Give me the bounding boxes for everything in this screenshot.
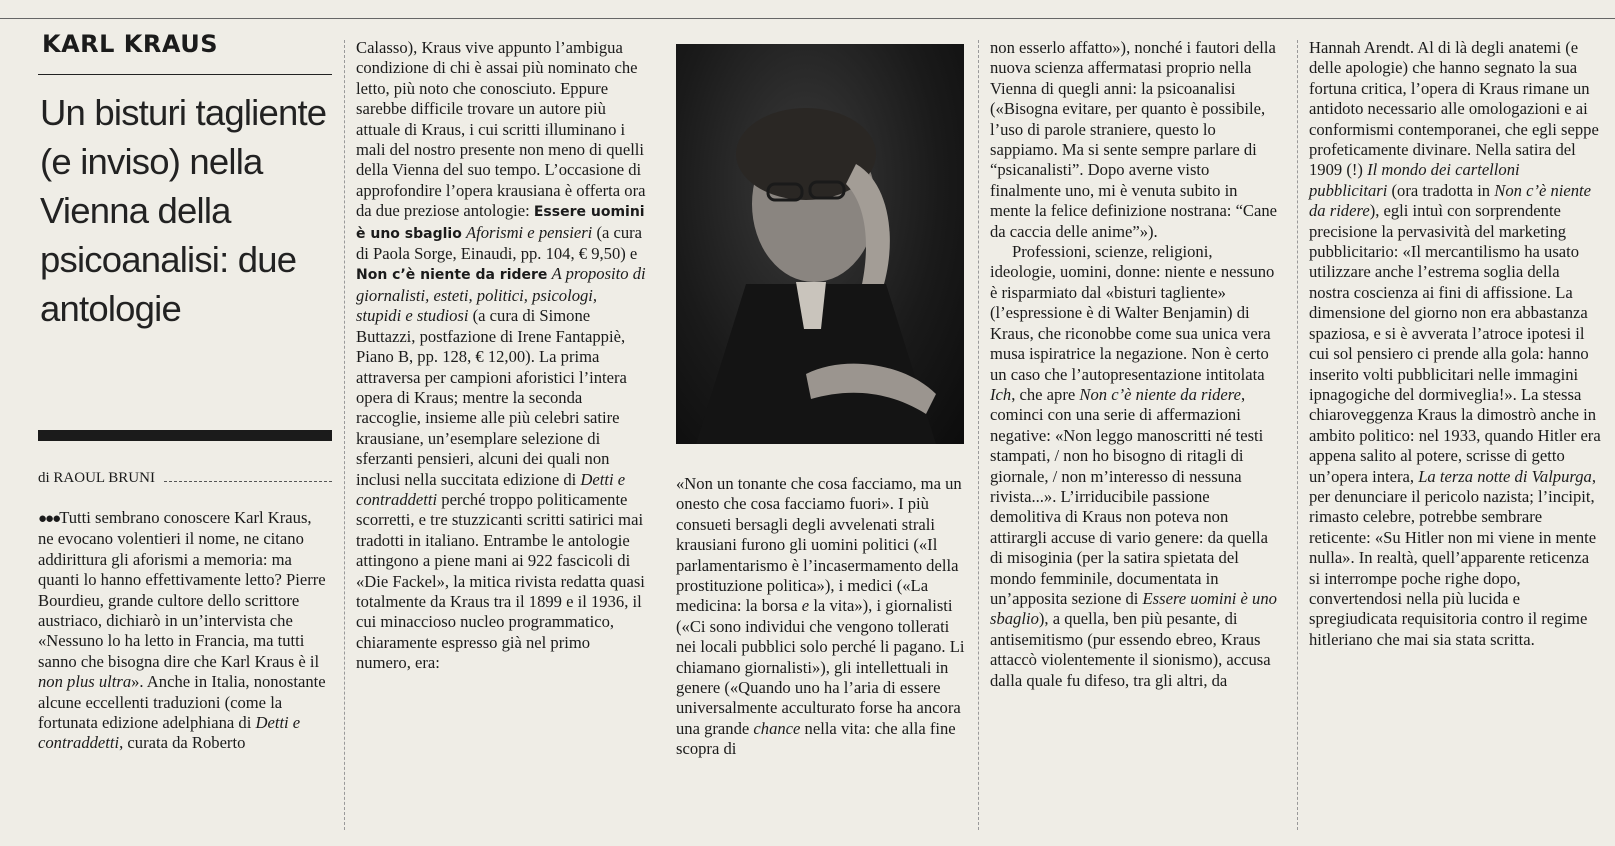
- column-divider: [1297, 40, 1298, 830]
- article-column-3: [676, 474, 966, 760]
- column-divider: [978, 40, 979, 830]
- byline-rule: [164, 481, 332, 482]
- article-column-1: [38, 508, 330, 754]
- paragraph: Hannah Arendt. Al di là degli anatemi (e delle apologie) che hanno segnato la sua fortuna critica, l’opera di Kraus rimane un antidoto necessario alle omologazioni e ai conformismi contemporanei, che egli seppe profeticamente divinare. Nella satira del 1909 (!) Il mondo dei cartelloni pubblicitari (ora tradotta in Non c’è niente da ridere), egli intuì con sorprendente precisione la pervasività del marketing pubblicitario: «Il mercantilismo ha usato utilizzare anche l’estrema soglia della nostra coscienza ai fini di affissione. La dimensione del giorno non era abbastanza spaziosa, e si è avverata l’atroce ipotesi il cui sol pensiero ci prende alla gola: hanno inserito volti pubblicitari nelle immagini ipnagogiche del dormiveglia!». La stessa chiaroveggenza Kraus la dimostrò anche in ambito politico: nel 1933, quando Hitler era appena salito al potere, scrisse di getto un’opera intera, La terza notte di Valpurga, per denunciare il pericolo nazista; l’incipit, rimasto celebre, potrebbe sembrare reticente: «Su Hitler non mi viene in mente nulla». In realtà, quell’apparente reticenza si interrompe poche righe dopo, convertendosi nella più lucida e spregiudicata requisitoria contro il regime hitleriano che mai sia stata scritta.: [1309, 38, 1601, 649]
- paragraph: non esserlo affatto»), nonché i fautori della nuova scienza affermatasi proprio nella Vienna di quegli anni: la psicoanalisi («Bisogna evitare, per quanto è possibile, l’uso di parole straniere, questo lo sappiamo. Ma si sente sempre parlare di “psicanalisti”. Dopo averne visto finalmente uno, mi è venuta subito in mente la felice definizione nostrana: “Cane da caccia delle anime”»).: [990, 38, 1278, 241]
- kraus-portrait-photo: [676, 44, 964, 444]
- column-divider: [344, 40, 345, 830]
- paragraph: ●●●Tutti sembrano conoscere Karl Kraus, ne evocano volentieri il nome, ne citano addirittura gli aforismi a memoria: ma quanti lo hanno effettivamente letto? Pierre Bourdieu, grande cultore dello scrittore austriaco, dichiarò in un’intervista che «Nessuno lo ha letto in Francia, ma tutti sanno che bisogna dire che Karl Kraus è il non plus ultra». Anche in Italia, nonostante alcune eccellenti traduzioni (come la fortunata edizione adelphiana di Detti e contraddetti, curata da Roberto: [38, 508, 326, 753]
- paragraph: Professioni, scienze, religioni, ideologie, uomini, donne: niente e nessuno è risparmiato dal «bisturi tagliente» (l’espressione è di Walter Benjamin) di Kraus, che riconobbe come sua unica vera musa ispiratrice la negazione. Non è certo un caso che l’autopresentazione intitolata Ich, che apre Non c’è niente da ridere, cominci con una serie di affermazioni negative: «Non leggo manoscritti né testi stampati, / non ho bisogno di ritagli di giornale, / non m’interesso di nessuna rivista...». L’irriducibile passione demolitiva di Kraus non poteva non attirargli accuse di vario genere: da quella di misoginia (per la satira spietata del mondo femminile, documentata in un’apposita sezione di Essere uomini è uno sbaglio), a quella, ben più pesante, di antisemitismo (pur essendo ebreo, Kraus attaccò violentemente il sionismo), accusa dalla quale fu difeso, tra gli altri, da: [990, 242, 1277, 690]
- paragraph: Calasso), Kraus vive appunto l’ambigua condizione di chi è assai più nominato che letto, più noto che conosciuto. Eppure sarebbe difficile trovare un autore più attuale di Kraus, i cui scritti illuminano i mali del nostro presente non meno di quelli della Vienna del suo tempo. L’occasione di approfondire l’opera krausiana è offerta ora da due preziose antologie: Essere uomini è uno sbaglio Aforismi e pensieri (a cura di Paola Sorge, Einaudi, pp. 104, € 9,50) e Non c’è niente da ridere A proposito di giornalisti, esteti, politici, psicologi, stupidi e studiosi (a cura di Simone Buttazzi, postfazione di Irene Fantappiè, Piano B, pp. 128, € 12,00). La prima attraversa per campioni aforistici l’intera opera di Kraus; mentre la seconda raccoglie, insieme alle più celebri satire krausiane, un’esemplare selezione di sferzanti pensieri, alcuni dei quali non inclusi nella succitata edizione di Detti e contraddetti perché troppo politicamente scorretti, e tre stuzzicanti scritti satirici mai tradotti in italiano. Entrambe le antologie attingono a piene mani ai 922 fascicoli di «Die Fackel», la mitica rivista redatta quasi totalmente da Kraus tra il 1899 e il 1936, il cui minaccioso nucleo programmatico, chiaramente espresso già nel primo numero, era:: [356, 38, 646, 673]
- headline-divider: [38, 430, 332, 441]
- headline: Un bisturi tagliente (e inviso) nella Vienna della psicoanalisi: due antologie: [40, 92, 327, 329]
- kicker-rule: [38, 74, 332, 75]
- article-column-4: [990, 38, 1280, 691]
- lead-bullets: ●●●: [38, 511, 60, 527]
- byline-prefix: di: [38, 470, 50, 486]
- kicker: KARL KRAUS: [42, 30, 218, 58]
- article-column-2: [356, 38, 646, 674]
- paragraph: «Non un tonante che cosa facciamo, ma un onesto che cosa facciamo fuori». I più consueti bersagli degli avvelenati strali krausiani furono gli uomini politici («Il parlamentarismo è l’incasermamento della prostituzione politica»), i medici («La medicina: la borsa e la vita»), i giornalisti («Ci sono individui che vengono tollerati nei locali pubblici solo perché li pagano. Li chiamano giornalisti»), gli intellettuali in genere («Quando uno ha l’aria di essere universalmente acculturato forse ha ancora una grande chance nella vita: che alla fine scopra di: [676, 474, 965, 759]
- top-rule: [0, 18, 1615, 19]
- portrait-image: [676, 44, 964, 444]
- byline-author: RAOUL BRUNI: [53, 470, 155, 486]
- article-column-5: [1309, 38, 1601, 650]
- byline: [38, 470, 332, 487]
